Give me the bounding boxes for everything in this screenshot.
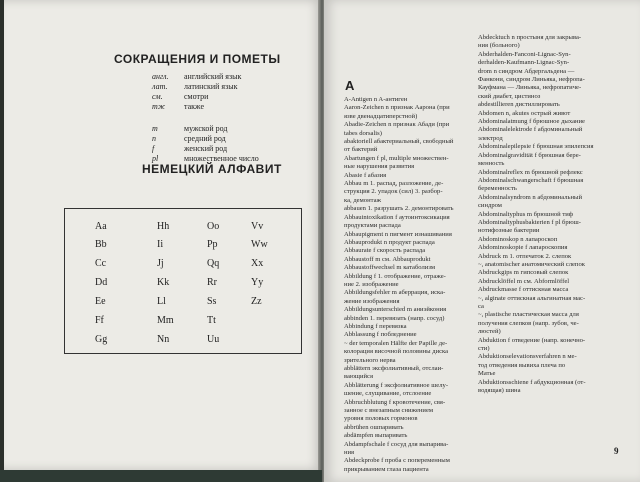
- dictionary-entry-line: abbauen 1. разрушать 2. демонтировать: [344, 205, 454, 213]
- dictionary-entry-line: зрительного нерва: [344, 356, 396, 364]
- alphabet-letter: Ww: [251, 239, 268, 250]
- alphabet-letter: Aa: [95, 221, 107, 232]
- dictionary-entry-line: abbinden 1. перевязать (напр. сосуд): [344, 314, 445, 322]
- alphabet-letter: Yy: [251, 277, 264, 288]
- dictionary-entry-line: электрод: [478, 134, 503, 142]
- dictionary-entry-line: Abbaurate f скорость распада: [344, 247, 426, 255]
- alphabet-letter: Ss: [207, 296, 217, 307]
- alphabet-letter: Cc: [95, 258, 107, 269]
- dictionary-entry-line: от бактерий: [344, 146, 378, 154]
- alphabet-letter: Jj: [157, 258, 164, 269]
- alphabet-letter: Oo: [207, 221, 220, 232]
- dictionary-entry-line: Abduktionsschiene f абдукционная (от-: [478, 378, 586, 386]
- abbreviation-value: латинский язык: [184, 82, 238, 91]
- abbreviation-key: pl: [152, 154, 159, 163]
- dictionary-entry-line: Abdominaltyphus m брюшной тиф: [478, 210, 574, 218]
- dictionary-entry-line: Abdominalelektrode f абдоминальный: [478, 126, 583, 134]
- abbreviation-key: лат.: [152, 82, 168, 91]
- alphabet-letter: Qq: [207, 258, 220, 269]
- dictionary-entry-line: Abbaustoff m см. Abbauprodukt: [344, 255, 431, 263]
- dictionary-entry-line: Abbildungsfehler m аберрация, иска-: [344, 289, 446, 297]
- alphabet-letter: Bb: [95, 239, 107, 250]
- alphabet-letter: Hh: [157, 221, 170, 232]
- dictionary-entry-line: Abduktion f отведение (напр. конечно-: [478, 336, 586, 344]
- abbreviation-value: женский род: [184, 144, 228, 153]
- dictionary-entry-line: Abbaustoffwechsel m катаболизм: [344, 264, 436, 272]
- dictionary-entry-line: Abbauintoxikation f аутоинтоксикация: [344, 213, 450, 221]
- dictionary-entry-line: Abbindung f перевязка: [344, 322, 407, 330]
- dictionary-entry-line: Abdecktuch n простыня для закрыва-: [478, 34, 582, 41]
- abbreviation-value: множественное число: [184, 154, 259, 163]
- alphabet-letter: Ff: [95, 315, 104, 326]
- alphabet-letter: Zz: [251, 296, 262, 307]
- dictionary-entry-line: ния (больного): [478, 42, 520, 50]
- dictionary-entry-line: abdämpfen выпаривать: [344, 432, 408, 440]
- dictionary-entry-line: синдром: [478, 202, 502, 210]
- abbreviation-key: см.: [152, 92, 163, 101]
- alphabet-letter: Uu: [207, 334, 220, 345]
- alphabet-title: НЕМЕЦКИЙ АЛФАВИТ: [142, 162, 282, 176]
- abbreviation-key: m: [152, 124, 158, 133]
- abbreviation-value: также: [184, 102, 205, 111]
- bottom-shadow: [0, 470, 322, 482]
- dictionary-entry-line: получения слепков (напр. зубов, че-: [478, 319, 579, 327]
- dictionary-entry-line: Abdruck m 1. отпечаток 2. слепок: [478, 252, 572, 260]
- dictionary-entry-line: Abdominalreflex m брюшной рефлекс: [478, 168, 583, 176]
- dictionary-entry-line: Abbau m 1. распад, разложение, де-: [344, 180, 444, 188]
- dictionary-entry-line: беременность: [478, 185, 517, 193]
- dictionary-entry-line: Фанкони, синдром Линьяка, нефропа-: [478, 76, 585, 84]
- dictionary-entry-line: Aaron-Zeichen n признак Аарона (при: [344, 104, 450, 112]
- alphabet-letter: Kk: [157, 277, 170, 288]
- dictionary-entry-line: Abdominalschwangerschaft f брюшная: [478, 176, 584, 184]
- alphabet-letter: Gg: [95, 334, 108, 345]
- dictionary-entry-line: ния: [344, 449, 355, 457]
- dictionary-entry-line: тод отведения вывиха плеча по: [478, 361, 566, 369]
- dictionary-entry-line: Abblätterung f эксфолиативное шелу-: [344, 381, 449, 389]
- dictionary-entry-line: менность: [478, 160, 505, 168]
- alphabet-letter: Ll: [157, 296, 166, 307]
- entries-left: [344, 96, 474, 474]
- entries-right: [478, 34, 624, 395]
- dictionary-entry-line: abdestillieren дистиллировать: [478, 101, 560, 109]
- dictionary-entry-line: уровня половых гормонов: [344, 415, 418, 423]
- dictionary-entry-line: водящая) шина: [478, 387, 521, 395]
- dictionary-entry-line: Abblassung f побледнение: [344, 331, 417, 339]
- dictionary-entry-line: ~, plastische пластическая масса для: [478, 311, 579, 319]
- dictionary-entry-line: Abbauprodukt n продукт распада: [344, 238, 435, 246]
- abbreviation-key: f: [152, 144, 155, 153]
- dictionary-entry-line: продуктами распада: [344, 222, 401, 230]
- dictionary-entry-line: Abbaupigment n пигмент изнашивания: [344, 230, 452, 238]
- dictionary-entry-line: люстей): [478, 328, 501, 336]
- dictionary-entry-line: Abdrucklöffel m см. Abformlöffel: [478, 277, 570, 285]
- dictionary-entry-line: abaktoriell абактериальный, свободный: [344, 138, 454, 146]
- abbreviation-value: смотри: [184, 92, 209, 101]
- abbreviation-key: n: [152, 134, 156, 143]
- abbreviation-value: мужской род: [184, 124, 228, 133]
- dictionary-entry-line: Abartungen f pl, multiple множествен-: [344, 154, 449, 162]
- dictionary-entry-line: ский диабет, цистиноз: [478, 92, 541, 100]
- dictionary-column-right: [478, 34, 624, 395]
- dictionary-entry-line: A-Antigen n A-антиген: [344, 96, 408, 103]
- dictionary-entry-line: сти): [478, 345, 490, 353]
- alphabet-table: [64, 208, 302, 354]
- dictionary-entry-line: язве двенадцатиперстной): [344, 112, 418, 120]
- dictionary-entry-line: са: [478, 303, 484, 310]
- dictionary-entry-line: Abdruckgips m гипсовый слепок: [478, 269, 569, 277]
- dictionary-entry-line: abbrühen ошпаривать: [344, 423, 404, 431]
- dictionary-entry-line: ние 2. изображение: [344, 280, 399, 288]
- alphabet-letter: Dd: [95, 277, 108, 288]
- dictionary-entry-line: Abadie-Zeichen n признак Абади (при: [344, 121, 450, 129]
- dictionary-entry-line: Abdruckmasse f оттискная масса: [478, 286, 569, 294]
- abbreviation-value: средний род: [184, 134, 226, 143]
- dictionary-entry-line: ка, демонтаж: [344, 196, 382, 204]
- dictionary-entry-line: Abdeckprobe f проба с попеременным: [344, 457, 450, 465]
- dictionary-entry-line: Abdominalsyndrom n абдоминальный: [478, 193, 582, 201]
- dictionary-entry-line: прикрыванием глаза пациента: [344, 465, 429, 473]
- dictionary-entry-line: Abbildungsunterschied m аниэйкония: [344, 306, 447, 314]
- alphabet-letter: Vv: [251, 221, 264, 232]
- alphabet-letter: Ii: [157, 239, 164, 250]
- alphabet-letter: Nn: [157, 334, 170, 345]
- dictionary-entry-line: ~ der temporalen Hälfte der Papille де-: [344, 339, 448, 347]
- left-page: [4, 0, 322, 470]
- dictionary-entry-line: Матье: [478, 370, 496, 378]
- dictionary-entry-line: Abdominoskop n лапароскоп: [478, 235, 558, 243]
- dictionary-entry-line: drom n синдром Абдергальдена —: [478, 67, 575, 75]
- dictionary-entry-line: жение изображения: [344, 297, 400, 305]
- dictionary-entry-line: Abduktionselevationsverfahren n ме-: [478, 353, 577, 361]
- section-letter: A: [345, 78, 355, 93]
- page-number: 9: [614, 446, 619, 456]
- abbreviation-value: английский язык: [184, 72, 242, 81]
- dictionary-entry-line: шение, слущивание, отслоение: [344, 390, 432, 398]
- abbreviations-title: СОКРАЩЕНИЯ И ПОМЕТЫ: [114, 52, 281, 66]
- dictionary-entry-line: Кауфмана — Линьяка, нефропатиче-: [478, 84, 582, 92]
- alphabet-letter: Ee: [95, 296, 106, 307]
- dictionary-entry-line: ные нарушения развития: [344, 163, 415, 171]
- dictionary-entry-line: Abderhalden-Fanconi-Lignac-Syn-: [478, 50, 571, 58]
- dictionary-entry-line: нотифозные бактерии: [478, 227, 540, 235]
- alphabet-letter: Pp: [207, 239, 218, 250]
- dictionary-entry-line: Abbruchblutung f кровотечение, свя-: [344, 398, 446, 406]
- dictionary-entry-line: Abdominalepilepsie f брюшная эпилепсия: [478, 143, 594, 151]
- dictionary-entry-line: Abdominalgravidität f брюшная бере-: [478, 151, 581, 159]
- alphabet-letter: Mm: [157, 315, 174, 326]
- alphabet-letter: Rr: [207, 277, 217, 288]
- dictionary-entry-line: Abbildung f 1. отображение, отраже-: [344, 272, 446, 280]
- dictionary-entry-line: ~, anatomischer анатомический слепок: [478, 260, 585, 268]
- abbreviation-key: тж: [152, 102, 166, 111]
- dictionary-entry-line: занное с внезапным снижением: [344, 407, 434, 415]
- dictionary-column-left: [344, 96, 474, 474]
- dictionary-entry-line: Abdominalatmung f брюшное дыхание: [478, 118, 585, 126]
- dictionary-entry-line: Abdominaltyphusbakterien f pl брюш-: [478, 218, 581, 226]
- dictionary-entry-line: derhalden-Kaufmann-Lignac-Syn-: [478, 59, 570, 67]
- dictionary-entry-line: Abdominoskopie f лапароскопия: [478, 244, 568, 252]
- dictionary-entry-line: ~, alginate оттискная альгинатная мас-: [478, 294, 586, 302]
- dictionary-entry-line: вающийся: [344, 373, 373, 381]
- dictionary-entry-line: Abdomen n, akutes острый живот: [478, 109, 571, 117]
- dictionary-entry-line: Abasie f абазия: [344, 171, 387, 179]
- dictionary-entry-line: tabes dorsalis): [344, 129, 382, 137]
- dictionary-entry-line: колорация височной половины диска: [344, 348, 449, 356]
- dictionary-entry-line: струкция 2. упадок (сил) 3. разбор-: [344, 188, 443, 196]
- alphabet-letter: Tt: [207, 315, 216, 326]
- alphabet-letter: Xx: [251, 258, 264, 269]
- abbreviation-key: англ.: [152, 72, 169, 81]
- dictionary-entry-line: Abdampfschale f сосуд для выпарива-: [344, 440, 449, 448]
- dictionary-entry-line: abblättern эксфолиативный, отслаи-: [344, 365, 444, 372]
